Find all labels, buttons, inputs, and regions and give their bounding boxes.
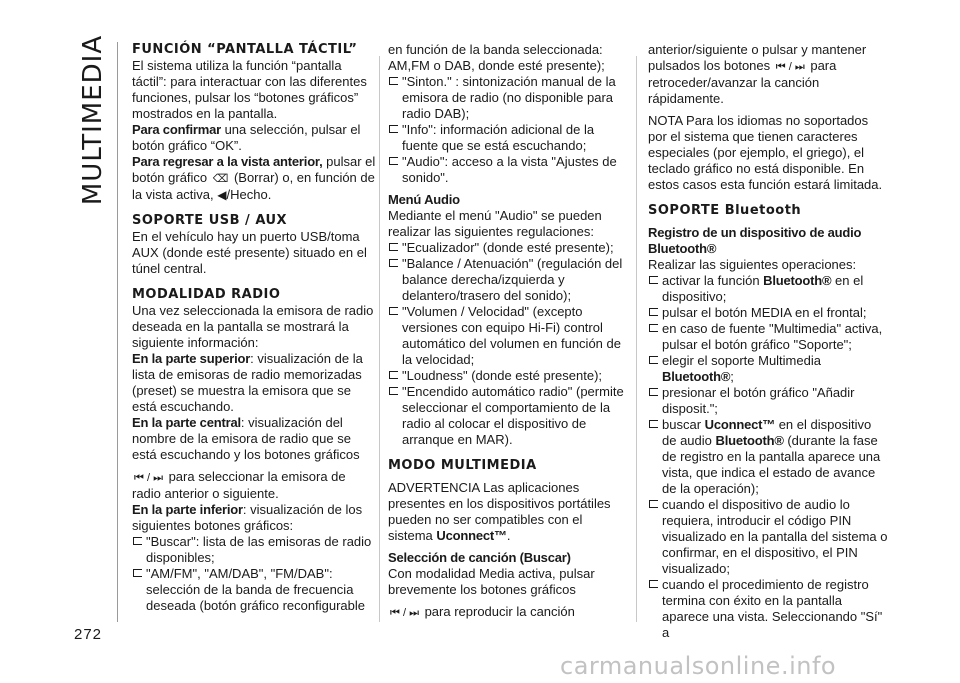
list-item: "Info": información adicional de la fuente que se está escuchando;	[388, 122, 630, 154]
paragraph: En la parte inferior: visualización de los siguientes botones gráficos:	[132, 502, 363, 533]
list-item: "Buscar": lista de las emisoras de radio disponibles;	[132, 534, 378, 566]
list-item: en caso de fuente "Multimedia" activa, pulsar el botón gráfico "Soporte";	[648, 321, 888, 353]
bullet-icon	[389, 77, 398, 85]
heading-touchscreen: FUNCIÓN “PANTALLA TÁCTIL”	[132, 42, 358, 57]
prev-next-icon: ⏮ / ⏭	[134, 472, 163, 484]
bullet-icon	[649, 308, 658, 316]
side-divider	[117, 42, 118, 622]
bullet-icon	[389, 371, 398, 379]
list-item: "Loudness" (donde esté presente);	[388, 368, 630, 384]
watermark: carmanualsonline.info	[560, 652, 837, 680]
heading-bluetooth: SOPORTE Bluetooth	[648, 203, 802, 218]
column-1	[132, 42, 378, 614]
list-item: presionar el botón gráfico "Añadir disposit.";	[648, 385, 888, 417]
subheading-registration: Registro de un dispositivo de audio Bluetooth®	[648, 225, 862, 256]
bullet-icon	[133, 569, 142, 577]
heading-usb: SOPORTE USB / AUX	[132, 213, 288, 228]
list-item: "Audio": acceso a la vista "Ajustes de sonido".	[388, 154, 630, 186]
bullet-icon	[389, 307, 398, 315]
paragraph: ADVERTENCIA Las aplicaciones presentes en los dispositivos portátiles pueden no ser compatibles con el sistema Uconnect™.	[388, 480, 611, 543]
prev-next-icon: ⏮ / ⏭	[390, 607, 419, 619]
heading-radio: MODALIDAD RADIO	[132, 287, 281, 302]
paragraph: En la parte superior: visualización de la lista de emisoras de radio memorizadas (preset) se muestra la emisora que se está escuchando.	[132, 351, 363, 414]
bullet-icon	[389, 125, 398, 133]
list-item: elegir el soporte Multimedia Bluetooth®;	[648, 353, 888, 385]
paragraph: ⏮ / ⏭ para seleccionar la emisora de radio anterior o siguiente.	[132, 469, 346, 501]
paragraph: En el vehículo hay un puerto USB/toma AUX (donde esté presente) situado en el túnel central.	[132, 229, 367, 276]
bullet-icon	[649, 324, 658, 332]
paragraph: Con modalidad Media activa, pulsar brevemente los botones gráficos	[388, 566, 595, 597]
column-divider	[636, 56, 637, 622]
list-item: "Volumen / Velocidad" (excepto versiones con equipo Hi-Fi) control automático del volumen en función de la velocidad;	[388, 304, 630, 368]
paragraph: El sistema utiliza la función “pantalla táctil”: para interactuar con las diferentes funciones, pulsar los “botones gráficos” mostrados en la pantalla.	[132, 58, 367, 121]
bullet-icon	[389, 157, 398, 165]
list-item: buscar Uconnect™ en el dispositivo de audio Bluetooth® (durante la fase de registro en la pantalla aparece una vista, que indica el estado de avance de la operación);	[648, 417, 888, 497]
prev-next-icon: ⏮ / ⏭	[775, 61, 805, 73]
heading-multimedia: MODO MULTIMEDIA	[388, 458, 537, 473]
column-divider	[379, 56, 380, 622]
list-item: "Balance / Atenuación" (regulación del balance derecha/izquierda y delantero/trasero del sonido);	[388, 256, 630, 304]
paragraph: anterior/siguiente o pulsar y mantener pulsados los botones ⏮ / ⏭ para retroceder/avanzar la canción rápidamente.	[648, 42, 867, 106]
column-3	[648, 42, 888, 641]
list-item: cuando el dispositivo de audio lo requiera, introducir el código PIN visualizado en la pantalla del sistema o confirmar, en el dispositivo, el PIN visualizado;	[648, 497, 888, 577]
list-item: "Ecualizador" (donde esté presente);	[388, 240, 630, 256]
paragraph: Realizar las siguientes operaciones:	[648, 257, 857, 272]
bullet-icon	[389, 259, 398, 267]
paragraph: ⏮ / ⏭ para reproducir la canción	[390, 604, 575, 619]
page-number: 272	[74, 626, 103, 643]
bullet-icon	[389, 387, 398, 395]
bullet-icon	[649, 388, 658, 396]
column-2	[388, 42, 630, 621]
list-item: "Encendido automático radio" (permite seleccionar el comportamiento de la radio al colocar el dispositivo de arranque en MAR).	[388, 384, 630, 448]
paragraph: Una vez seleccionada la emisora de radio deseada en la pantalla se mostrará la siguiente información:	[132, 303, 374, 350]
section-tab-label: MULTIMEDIA	[78, 34, 109, 206]
paragraph: Para regresar a la vista anterior, pulsar el botón gráfico ⌫ (Borrar) o, en función de la vista activa, ◀/Hecho.	[132, 154, 376, 202]
note-paragraph: NOTA Para los idiomas no soportados por el sistema que tienen caracteres especiales (por ejemplo, el griego), el teclado gráfico no está disponible. En estos casos esta función estará limitada.	[648, 113, 883, 192]
list-item: activar la función Bluetooth® en el dispositivo;	[648, 273, 888, 305]
paragraph: Mediante el menú "Audio" se pueden realizar las siguientes regulaciones:	[388, 208, 602, 239]
bullet-icon	[649, 420, 658, 428]
list-item: "Sinton." : sintonización manual de la emisora de radio (no disponible para radio DAB);	[388, 74, 630, 122]
paragraph: En la parte central: visualización del nombre de la emisora de radio que se está escuchando y los botones gráficos	[132, 415, 360, 462]
paragraph: en función de la banda seleccionada: AM,FM o DAB, donde esté presente);	[388, 42, 605, 73]
list-item: pulsar el botón MEDIA en el frontal;	[648, 305, 888, 321]
paragraph: Para confirmar una selección, pulsar el botón gráfico “OK”.	[132, 122, 361, 153]
bullet-icon	[649, 580, 658, 588]
list-item: cuando el procedimiento de registro termina con éxito en la pantalla aparece una vista. Seleccionando "Sí" a	[648, 577, 888, 641]
bullet-icon	[649, 356, 658, 364]
subheading-audio-menu: Menú Audio	[388, 192, 460, 207]
subheading-song-select: Selección de canción (Buscar)	[388, 550, 571, 565]
section-tab	[68, 34, 118, 206]
back-arrow-icon: ◀	[217, 188, 227, 202]
list-item: "AM/FM", "AM/DAB", "FM/DAB": selección de la banda de frecuencia deseada (botón gráfico reconfigurable	[132, 566, 378, 614]
delete-icon: ⌫	[212, 173, 229, 185]
bullet-icon	[649, 500, 658, 508]
bullet-icon	[389, 243, 398, 251]
bullet-icon	[649, 276, 658, 284]
bullet-icon	[133, 537, 142, 545]
